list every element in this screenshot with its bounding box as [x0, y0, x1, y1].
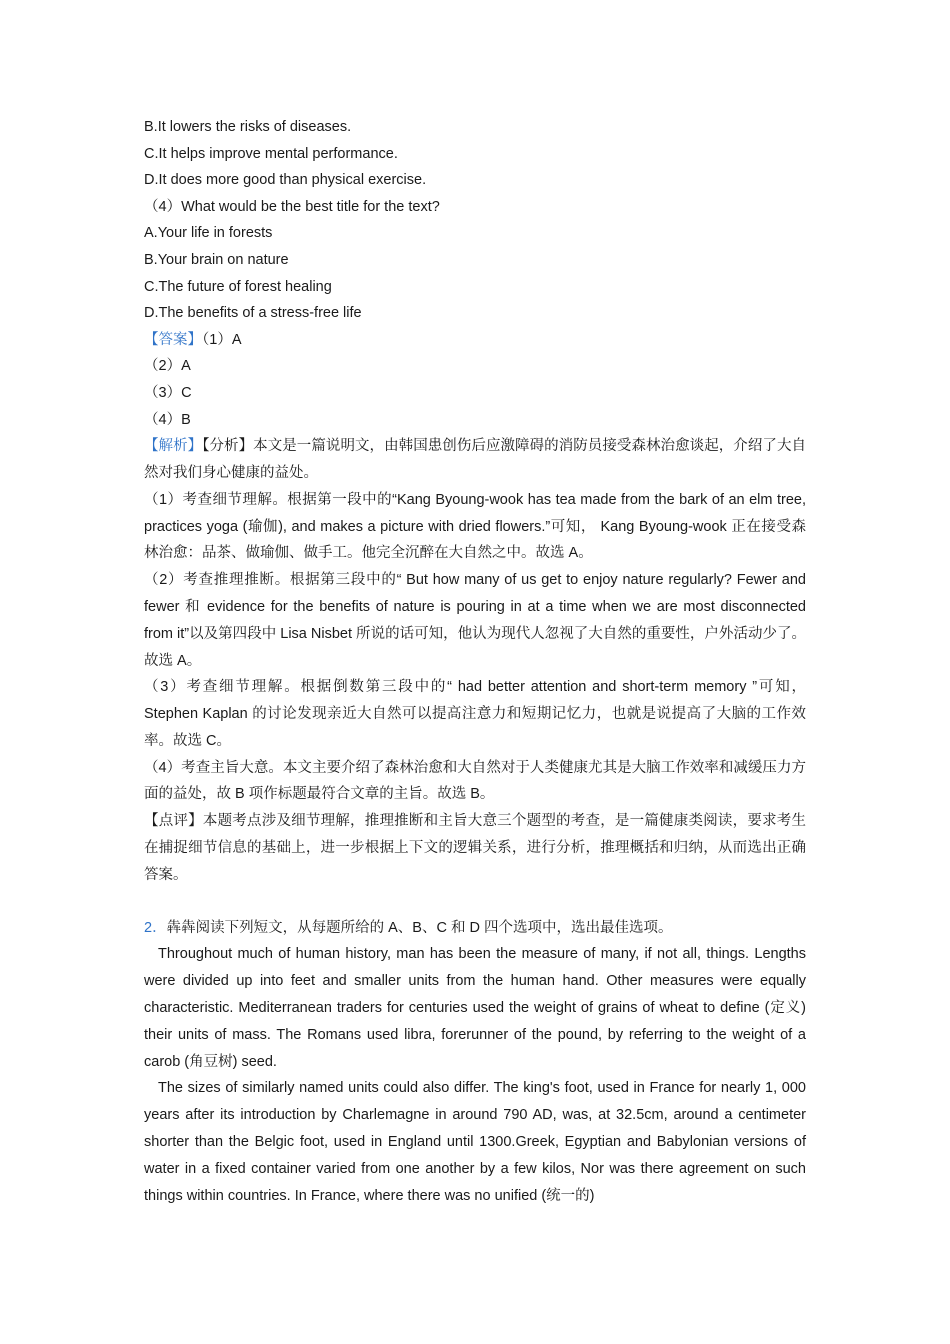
answer-tag: 【答案】	[144, 331, 202, 348]
q4-option-d: D.The benefits of a stress-free life	[144, 305, 362, 322]
answer-2: （2）A	[144, 358, 191, 375]
question-2-instruction	[144, 915, 806, 942]
answer-4: （4）B	[144, 411, 191, 428]
passage-paragraph-1: Throughout much of human history, man has been the measure of many, if not all, things. Lengths were divided up into feet and smaller units from the human hand. Other measures were equally characteristic. Mediterranean traders for centuries used the weight of grains of wheat to define (定义) their units of mass. The Romans used libra, forerunner of the pound, by referring to the weight of a carob (角豆树) seed.	[144, 946, 806, 1070]
answer-first: （1）A	[202, 331, 242, 348]
q4-option-a: A.Your life in forests	[144, 225, 273, 242]
analysis-comment: 【点评】本题考点涉及细节理解，推理推断和主旨大意三个题型的考查，是一篇健康类阅读，要求考生在捕捉细节信息的基础上，进一步根据上下文的逻辑关系，进行分析，推理概括和归纳，从而选出正确答案。	[144, 813, 806, 883]
option-c: C.It helps improve mental performance.	[144, 145, 398, 162]
option-b: B.It lowers the risks of diseases.	[144, 119, 352, 135]
analysis-tag: 【解析】	[144, 438, 203, 455]
q4-option-c: C.The future of forest healing	[144, 278, 332, 295]
analysis-item-3: （3）考查细节理解。根据倒数第三段中的“ had better attention and short-term memory ”可知，Stephen Kaplan 的讨论发现亲近大自然可以提高注意力和短期记忆力，也就是说提高了大脑的工作效率。故选 C。	[144, 679, 806, 749]
analysis-item-1: （1）考查细节理解。根据第一段中的“Kang Byoung-wook has tea made from the bark of an elm tree, practices yoga (瑜伽), and makes a picture with dried flowers.”可知， Kang Byoung-wook 正在接受森林治愈：品茶、做瑜伽、做手工。他完全沉醉在大自然之中。故选 A。	[144, 491, 806, 562]
analysis-intro	[144, 433, 806, 487]
section-spacer	[144, 889, 806, 915]
analysis-item-2: （2）考查推理推断。根据第三段中的“ But how many of us get to enjoy nature regularly? Fewer and fewer 和 evidence for the benefits of nature is pouring in at a time when we are most disconnected from it”以及第四段中 Lisa Nisbet 所说的话可知，他认为现代人忽视了大自然的重要性，户外活动少了。故选 A。	[144, 572, 806, 669]
answer-3: （3）C	[144, 384, 192, 401]
question-2-number: 2．	[144, 919, 167, 936]
question-4-stem: （4）What would be the best title for the text?	[144, 198, 440, 215]
option-d: D.It does more good than physical exercise.	[144, 172, 427, 189]
question-2-instruction-text: 犇犇阅读下列短文，从每题所给的 A、B、C 和 D 四个选项中，选出最佳选项。	[166, 919, 673, 936]
answer-line	[144, 327, 806, 354]
analysis-intro-text: 【分析】本文是一篇说明文，由韩国患创伤后应激障碍的消防员接受森林治愈谈起，介绍了大自然对我们身心健康的益处。	[144, 438, 806, 481]
page-content	[144, 114, 806, 1209]
passage-paragraph-2: The sizes of similarly named units could also differ. The king's foot, used in France for nearly 1, 000 years after its introduction by Charlemagne in around 790 AD, was, at 32.5cm, around a centimeter shorter than the Belgic foot, used in England until 1300.Greek, Egyptian and Babylonian versions of water in a fixed container varied from one another by a few kilos, Nor was there agreement on such things within countries. In France, where there was no unified (统一的)	[144, 1080, 806, 1204]
analysis-item-4: （4）考查主旨大意。本文主要介绍了森林治愈和大自然对于人类健康尤其是大脑工作效率和减缓压力方面的益处，故 B 项作标题最符合文章的主旨。故选 B。	[144, 759, 806, 803]
q4-option-b: B.Your brain on nature	[144, 251, 289, 268]
